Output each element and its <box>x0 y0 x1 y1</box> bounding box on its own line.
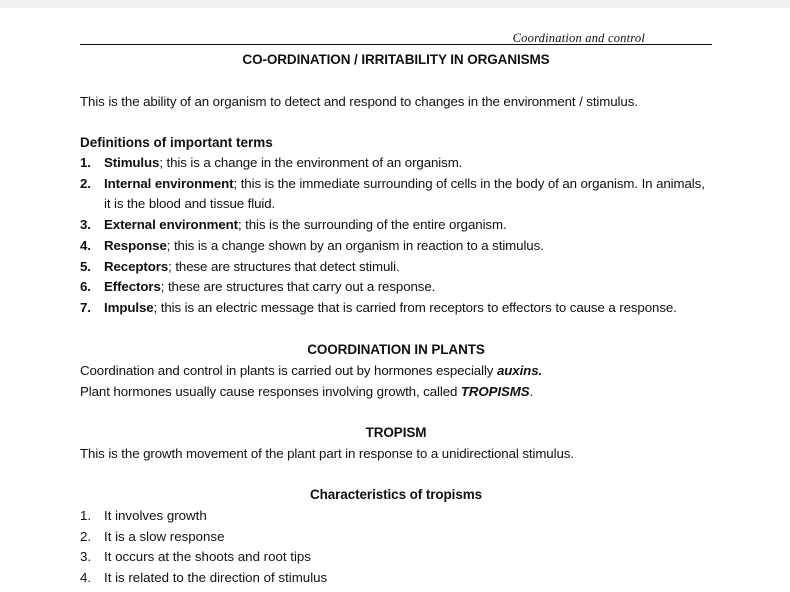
definition-number: 1. <box>80 155 91 170</box>
characteristic-text: It occurs at the shoots and root tips <box>104 549 311 565</box>
definition-item <box>80 277 712 298</box>
tropism-definition: This is the growth movement of the plant part in response to a unidirectional stimulus. <box>80 446 574 461</box>
plants-line-2-end: . <box>529 384 534 399</box>
definition-item <box>80 257 712 278</box>
plants-line-1 <box>80 363 542 378</box>
definition-text: ; this is the surrounding of the entire organism. <box>237 217 507 233</box>
characteristic-text: It is related to the direction of stimulus <box>104 569 328 585</box>
characteristic-number: 3. <box>80 549 92 565</box>
definition-item <box>80 298 712 319</box>
definition-text: ; these are structures that carry out a response. <box>160 279 436 295</box>
page-title: CO-ORDINATION / IRRITABILITY IN ORGANISMS <box>242 52 550 67</box>
definition-item <box>80 153 712 174</box>
definition-number: 5. <box>80 258 91 274</box>
intro-paragraph: This is the ability of an organism to detect and respond to changes in the environment / stimulus. <box>80 94 638 109</box>
definition-text: ; this is a change in the environment of an organism. <box>159 155 463 170</box>
definition-term: Response <box>104 237 167 253</box>
auxins-term: auxins. <box>496 363 543 378</box>
characteristic-text: It involves growth <box>104 508 207 523</box>
characteristic-item <box>80 568 712 589</box>
definition-text: ; this is the immediate surrounding of cells in the body of an organism. In animals, it is the blood and tissue fluid. <box>104 175 705 212</box>
definition-item <box>80 215 712 236</box>
tropism-heading: TROPISM <box>365 425 427 440</box>
definition-number: 2. <box>80 175 91 191</box>
running-head: Coordination and control <box>512 31 645 45</box>
characteristic-text: It is a slow response <box>104 528 225 544</box>
header-rule <box>80 44 712 45</box>
definition-number: 3. <box>80 217 91 233</box>
definition-item <box>80 236 712 257</box>
plants-line-2 <box>80 384 533 399</box>
definition-term: Receptors <box>104 258 169 274</box>
characteristic-number: 1. <box>80 508 92 523</box>
definitions-heading: Definitions of important terms <box>80 135 273 150</box>
definition-term: External environment <box>104 217 238 233</box>
tropisms-term: TROPISMS <box>460 384 530 399</box>
characteristics-heading: Characteristics of tropisms <box>309 487 483 502</box>
characteristics-list <box>80 506 712 588</box>
viewer-top-bar <box>0 0 790 8</box>
characteristic-item <box>80 527 712 548</box>
definition-term: Impulse <box>104 299 154 315</box>
definition-number: 7. <box>80 299 91 315</box>
definition-term: Stimulus <box>104 155 160 170</box>
definition-text: ; this is a change shown by an organism in reaction to a stimulus. <box>166 237 544 253</box>
characteristic-item <box>80 506 712 527</box>
definition-text: ; this is an electric message that is carried from receptors to effectors to cause a response. <box>153 299 677 315</box>
definition-term: Effectors <box>104 279 161 295</box>
definition-text: ; these are structures that detect stimuli. <box>168 258 400 274</box>
definition-number: 4. <box>80 237 91 253</box>
definitions-list <box>80 153 712 319</box>
plants-heading: COORDINATION IN PLANTS <box>307 342 485 357</box>
characteristic-number: 4. <box>80 569 92 585</box>
plants-line-1-text: Coordination and control in plants is carried out by hormones especially <box>80 363 497 378</box>
characteristic-number: 2. <box>80 528 92 544</box>
characteristic-item <box>80 547 712 568</box>
definition-item <box>80 174 712 215</box>
definition-term: Internal environment <box>104 175 234 191</box>
plants-line-2-text: Plant hormones usually cause responses involving growth, called <box>80 384 461 399</box>
definition-number: 6. <box>80 279 91 295</box>
